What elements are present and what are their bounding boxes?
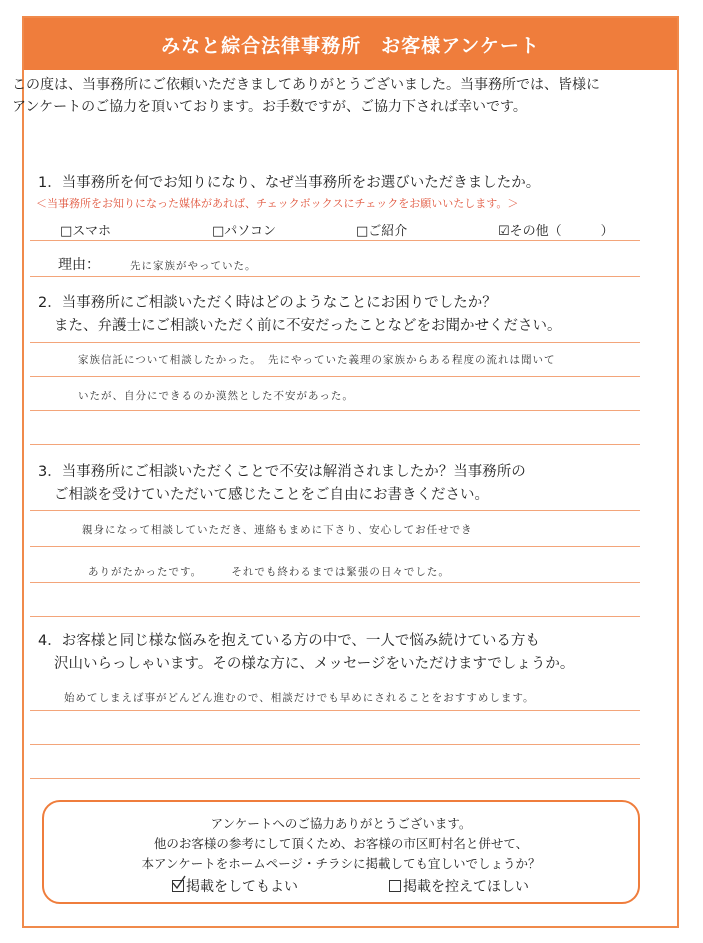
rule <box>30 240 640 241</box>
intro-line-1: この度は、当事務所にご依頼いただきましてありがとうございました。当事務所では、皆様に <box>12 77 600 93</box>
rule <box>30 710 640 711</box>
rule <box>30 616 640 617</box>
option-smartphone[interactable]: □スマホ <box>60 224 112 239</box>
rule <box>30 410 640 411</box>
consent-yes-label: 掲載をしてもよい <box>186 879 298 895</box>
rule <box>30 778 640 779</box>
survey-title: みなと綜合法律事務所 お客様アンケート <box>161 34 540 57</box>
option-referral[interactable]: □ご紹介 <box>356 224 408 239</box>
q3-title-line-1: 3．当事務所にご相談いただくことで不安は解消されましたか？当事務所の <box>38 464 526 480</box>
rule <box>30 276 640 277</box>
q4-title-line-2: 沢山いらっしゃいます。その様な方に、メッセージをいただけますでしょうか。 <box>54 656 575 672</box>
intro-text <box>12 74 642 118</box>
rule <box>30 444 640 445</box>
consent-no-option[interactable] <box>389 876 529 896</box>
option-pc[interactable]: □パソコン <box>212 224 277 239</box>
consent-yes-option[interactable] <box>172 876 298 896</box>
q2-title-line-1: 2．当事務所にご相談いただく時はどのようなことにお困りでしたか？ <box>38 295 497 311</box>
closing-line-2: 他のお客様の参考にして頂くため、お客様の市区町村名と併せて、 <box>153 836 529 851</box>
checkbox-checked-icon[interactable] <box>172 880 184 892</box>
intro-line-2: アンケートのご協力を頂いております。お手数ですが、ご協力下されば幸いです。 <box>12 99 527 115</box>
rule <box>30 546 640 547</box>
q3-answer-line-2: ありがたかったです。 それでも終わるまでは緊張の日々でした。 <box>88 566 450 578</box>
rule <box>30 582 640 583</box>
q2-answer-line-1: 家族信託について相談したかった。 先にやっていた義理の家族からある程度の流れは聞いて <box>78 354 556 366</box>
q2-title-line-2: また、弁護士にご相談いただく前に不安だったことなどをお聞かせください。 <box>54 318 562 334</box>
q1-title: 1．当事務所を何でお知りになり、なぜ当事務所をお選びいただきましたか。 <box>38 175 541 191</box>
q4-title-line-1: 4．お客様と同じ様な悩みを抱えている方の中で、一人で悩み続けている方も <box>38 633 540 649</box>
survey-header <box>24 18 677 70</box>
checkbox-icon[interactable] <box>389 880 401 892</box>
option-other[interactable]: ☑その他（ ） <box>498 224 614 239</box>
closing-line-1: アンケートへのご協力ありがとうございます。 <box>210 816 472 831</box>
rule <box>30 744 640 745</box>
q4-answer-line-1: 始めてしまえば事がどんどん進むので、相談だけでも早めにされることをおすすめします。 <box>64 692 535 704</box>
reason-label: 理由： <box>58 257 100 273</box>
q1-reason-answer: 先に家族がやっていた。 <box>130 260 257 272</box>
publication-consent-box <box>42 800 640 904</box>
q3-title-line-2: ご相談を受けていただいて感じたことをご自由にお書きください。 <box>54 487 489 503</box>
rule <box>30 510 640 511</box>
closing-line-3: 本アンケートをホームページ・チラシに掲載しても宜しいでしょうか？ <box>141 856 541 871</box>
q1-note: ＜当事務所をお知りになった媒体があれば、チェックボックスにチェックをお願いいたします。＞ <box>36 197 519 210</box>
consent-no-label: 掲載を控えてほしい <box>403 879 529 895</box>
rule <box>30 376 640 377</box>
rule <box>30 342 640 343</box>
q2-answer-line-2: いたが、自分にできるのか漠然とした不安があった。 <box>78 390 354 402</box>
q3-answer-line-1: 親身になって相談していただき、連絡もまめに下さり、安心してお任せでき <box>82 524 473 536</box>
